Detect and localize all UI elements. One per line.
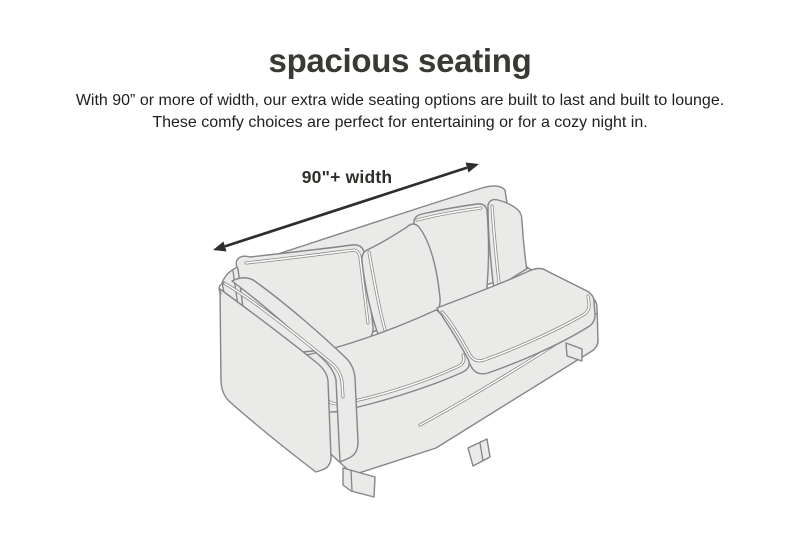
description-line-2: These comfy choices are perfect for entertaining or for a cozy night in. — [152, 114, 648, 131]
description-line-1: With 90” or more of width, our extra wide seating options are built to last and built to lounge. — [75, 92, 725, 109]
foot-front-right — [468, 439, 490, 466]
dimension-label: 90"+ width — [301, 167, 393, 187]
page-title: spacious seating — [268, 42, 532, 79]
foot-front-left — [343, 468, 375, 497]
